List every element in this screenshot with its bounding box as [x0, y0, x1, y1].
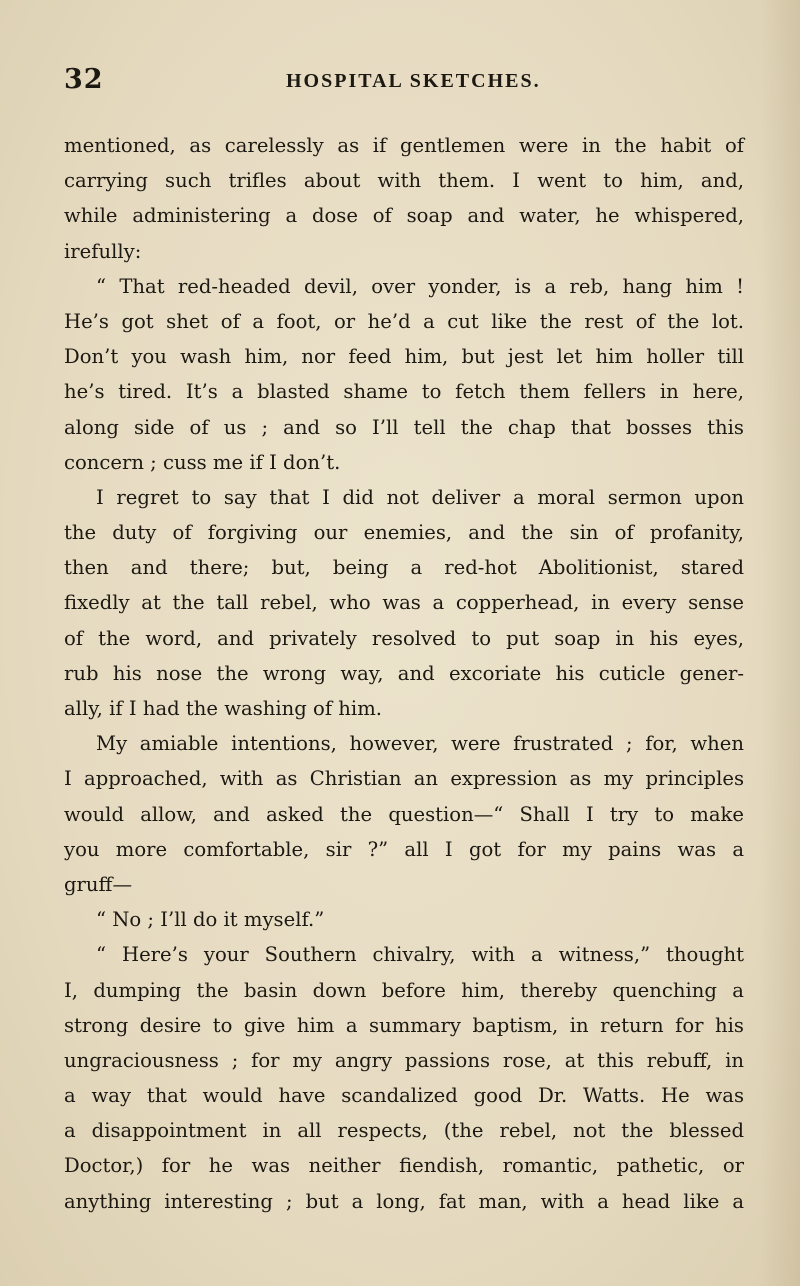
text-line: I regret to say that I did not deliver a moral sermon upon: [96, 485, 744, 509]
text-line: irefully:: [64, 239, 142, 263]
page-number: 32: [64, 64, 104, 95]
text-line: “ No ; I’ll do it myself.”: [96, 908, 325, 932]
text-line: concern ; cuss me if I don’t.: [64, 450, 341, 474]
text-line: I approached, with as Christian an expression as my principles: [64, 767, 744, 791]
text-line: ungraciousness ; for my angry passions rose, at this rebuff, in: [64, 1048, 744, 1072]
text-line: anything interesting ; but a long, fat man, with a head like a: [64, 1189, 744, 1213]
text-line: a disappointment in all respects, (the rebel, not the blessed: [64, 1119, 744, 1143]
text-line: mentioned, as carelessly as if gentlemen were in the habit of: [64, 134, 744, 157]
text-line: My amiable intentions, however, were frustrated ; for, when: [96, 732, 744, 756]
text-line: while administering a dose of soap and water, he whispered,: [64, 204, 744, 228]
text-line: carrying such trifles about with them. I went to him, and,: [64, 169, 744, 193]
running-head: HOSPITAL SKETCHES.: [286, 70, 541, 92]
text-line: rub his nose the wrong way, and excoriate his cuticle gener-: [64, 661, 744, 685]
text-line: fixedly at the tall rebel, who was a copperhead, in every sense: [64, 591, 744, 615]
text-line: Doctor,) for he was neither fiendish, romantic, pathetic, or: [64, 1154, 744, 1178]
text-line: I, dumping the basin down before him, thereby quenching a: [64, 978, 744, 1002]
text-line: would allow, and asked the question—“ Shall I try to make: [64, 802, 744, 826]
text-line: “ That red-headed devil, over yonder, is a reb, hang him !: [96, 274, 744, 298]
text-line: strong desire to give him a summary baptism, in return for his: [64, 1013, 744, 1037]
text-line: “ Here’s your Southern chivalry, with a witness,” thought: [96, 943, 744, 967]
text-line: ally, if I had the washing of him.: [64, 697, 382, 720]
text-line: gruff—: [64, 872, 133, 896]
text-line: you more comfortable, sir ?” all I got for my pains was a: [64, 837, 744, 861]
text-line: he’s tired. It’s a blasted shame to fetch them fellers in here,: [64, 380, 744, 404]
text-line: then and there; but, being a red-hot Abolitionist, stared: [64, 556, 744, 580]
text-line: He’s got shet of a foot, or he’d a cut like the rest of the lot.: [64, 309, 744, 333]
body-text: [64, 128, 744, 1219]
text-line: Don’t you wash him, nor feed him, but jest let him holler till: [64, 345, 744, 369]
text-line: the duty of forgiving our enemies, and the sin of profanity,: [64, 521, 744, 545]
text-line: along side of us ; and so I’ll tell the chap that bosses this: [64, 415, 744, 439]
text-line: of the word, and privately resolved to put soap in his eyes,: [64, 626, 744, 650]
page-header: [64, 64, 744, 104]
text-line: a way that would have scandalized good Dr. Watts. He was: [64, 1084, 744, 1108]
